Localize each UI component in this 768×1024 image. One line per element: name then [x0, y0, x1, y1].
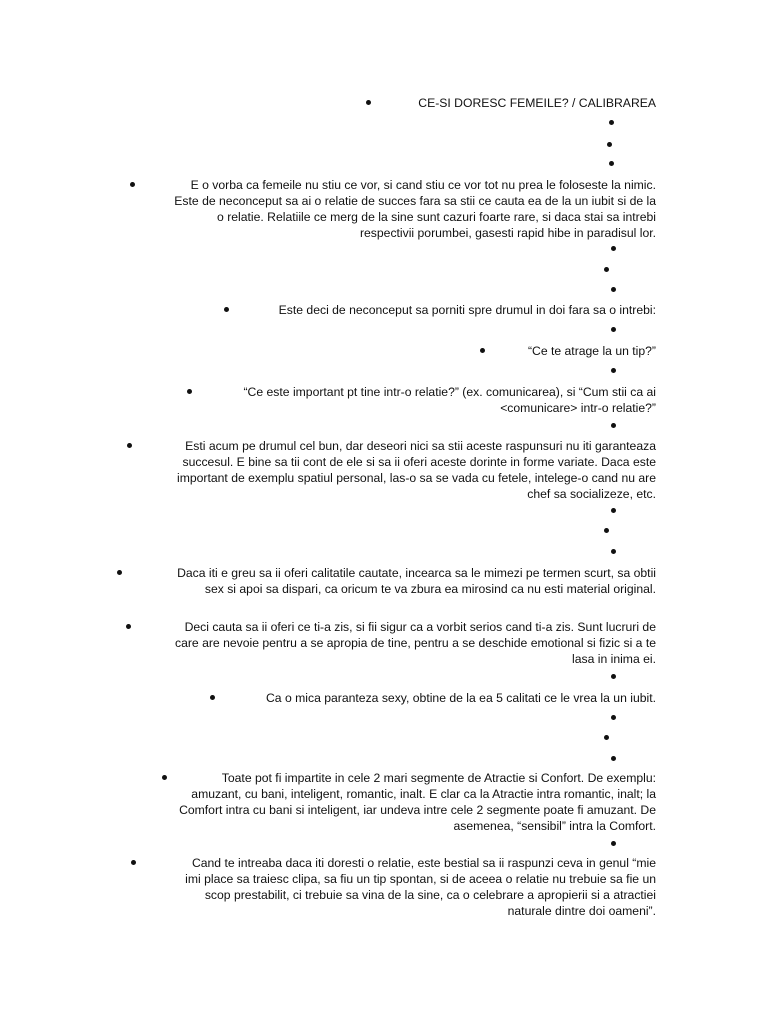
bullet-icon	[187, 389, 192, 394]
bullet-icon	[607, 142, 612, 147]
bullet-icon	[611, 549, 616, 554]
paragraph-line: Cand te intreaba daca iti doresti o relatie, este bestial sa ii raspunzi ceva in genul “mie	[191, 856, 656, 870]
paragraph	[266, 690, 656, 706]
paragraph-line: asemenea, “sensibil” intra la Comfort.	[453, 819, 656, 833]
paragraph	[179, 770, 656, 834]
paragraph-line: scop prestabilit, ci trebuie sa vina de la sine, ca o celebrare a apropierii si a atractiei	[204, 888, 656, 902]
bullet-icon	[611, 508, 616, 513]
bullet-icon	[611, 841, 616, 846]
bullet-icon	[611, 756, 616, 761]
paragraph-line: Toate pot fi impartite in cele 2 mari segmente de Atractie si Confort. De exemplu:	[221, 771, 656, 785]
paragraph-line: care are nevoie pentru a se apropia de tine, pentru a se deschide emotional si fizic si a te	[174, 636, 656, 650]
paragraph	[174, 177, 656, 241]
bullet-icon	[224, 307, 229, 312]
bullet-icon	[480, 348, 485, 353]
bullet-icon	[609, 120, 614, 125]
paragraph-line: Comfort intra cu bani si inteligent, iar undeva intre cele 2 segmente poate fi amuzant. De	[179, 803, 656, 817]
paragraph	[175, 619, 656, 667]
paragraph-line: Deci cauta sa ii oferi ce ti-a zis, si fii sigur ca a vorbit serios cand ti-a zis. Sunt lucruri de	[184, 620, 656, 634]
bullet-icon	[366, 100, 371, 105]
bullet-icon	[162, 775, 167, 780]
bullet-icon	[609, 161, 614, 166]
paragraph-line: succesul. E bine sa tii cont de ele si sa ii oferi aceste dorinte in forme variate. Daca este	[182, 455, 656, 469]
paragraph-line: lasa in inima ei.	[572, 652, 656, 666]
paragraph-line: Esti acum pe drumul cel bun, dar deseori nici sa stii aceste raspunsuri nu iti garanteaza	[185, 439, 656, 453]
paragraph-line: important de exemplu spatiul personal, las-o sa se vada cu fetele, intelege-o cand nu are	[177, 471, 656, 485]
paragraph-line: o relatie. Relatiile ce merg de la sine sunt cazuri foarte rare, si daca stai sa intrebi	[217, 210, 656, 224]
paragraph	[279, 302, 656, 318]
bullet-icon	[604, 267, 609, 272]
paragraph-line: amuzant, cu bani, inteligent, romantic, inalt. E clar ca la Atractie intra romantic, inalt; la	[191, 787, 656, 801]
paragraph-line: Este de neconceput sa ai o relatie de succes fara sa stii ce cauta ea de la un iubit si de la	[174, 194, 656, 208]
bullet-icon	[611, 327, 616, 332]
paragraph	[244, 384, 657, 416]
paragraph-line: imi place sa traiesc clipa, sa fiu un tip spontan, si de aceea o relatie nu trebuie sa fie un	[185, 872, 656, 886]
bullet-icon	[126, 624, 131, 629]
document-title: CE-SI DORESC FEMEILE? / CALIBRAREA	[418, 96, 656, 110]
bullet-icon	[611, 674, 616, 679]
bullet-icon	[604, 528, 609, 533]
bullet-icon	[210, 695, 215, 700]
bullet-icon	[611, 423, 616, 428]
paragraph-line: <comunicare> intr-o relatie?”	[500, 401, 656, 415]
paragraph-line: E o vorba ca femeile nu stiu ce vor, si cand stiu ce vor tot nu prea le foloseste la nimic.	[190, 178, 656, 192]
paragraph	[177, 438, 656, 502]
bullet-icon	[611, 368, 616, 373]
bullet-icon	[611, 246, 616, 251]
bullet-icon	[604, 735, 609, 740]
paragraph-line: sex si apoi sa dispari, ca oricum te va zbura ea mirosind ca nu esti material original.	[204, 582, 656, 596]
paragraph	[177, 565, 656, 597]
bullet-icon	[117, 570, 122, 575]
bullet-icon	[127, 443, 132, 448]
bullet-icon	[611, 287, 616, 292]
paragraph-line: respectivii porumbei, gasesti rapid hibe in paradisul lor.	[359, 226, 656, 240]
bullet-icon	[131, 860, 136, 865]
paragraph-line: Daca iti e greu sa ii oferi calitatile cautate, incearca sa le mimezi pe termen scurt, sa obtii	[177, 566, 656, 580]
paragraph	[528, 343, 656, 359]
paragraph-line: Ca o mica paranteza sexy, obtine de la ea 5 calitati ce le vrea la un iubit.	[266, 691, 656, 705]
bullet-icon	[130, 182, 135, 187]
paragraph-line: “Ce te atrage la un tip?”	[527, 344, 656, 358]
paragraph-line: Este deci de neconceput sa porniti spre drumul in doi fara sa o intrebi:	[278, 303, 656, 317]
bullet-icon	[611, 715, 616, 720]
paragraph-line: chef sa socializeze, etc.	[527, 487, 656, 501]
paragraph	[185, 855, 656, 919]
paragraph-line: naturale dintre doi oameni”.	[507, 904, 656, 918]
paragraph-line: “Ce este important pt tine intr-o relatie?” (ex. comunicarea), si “Cum stii ca ai	[243, 385, 656, 399]
